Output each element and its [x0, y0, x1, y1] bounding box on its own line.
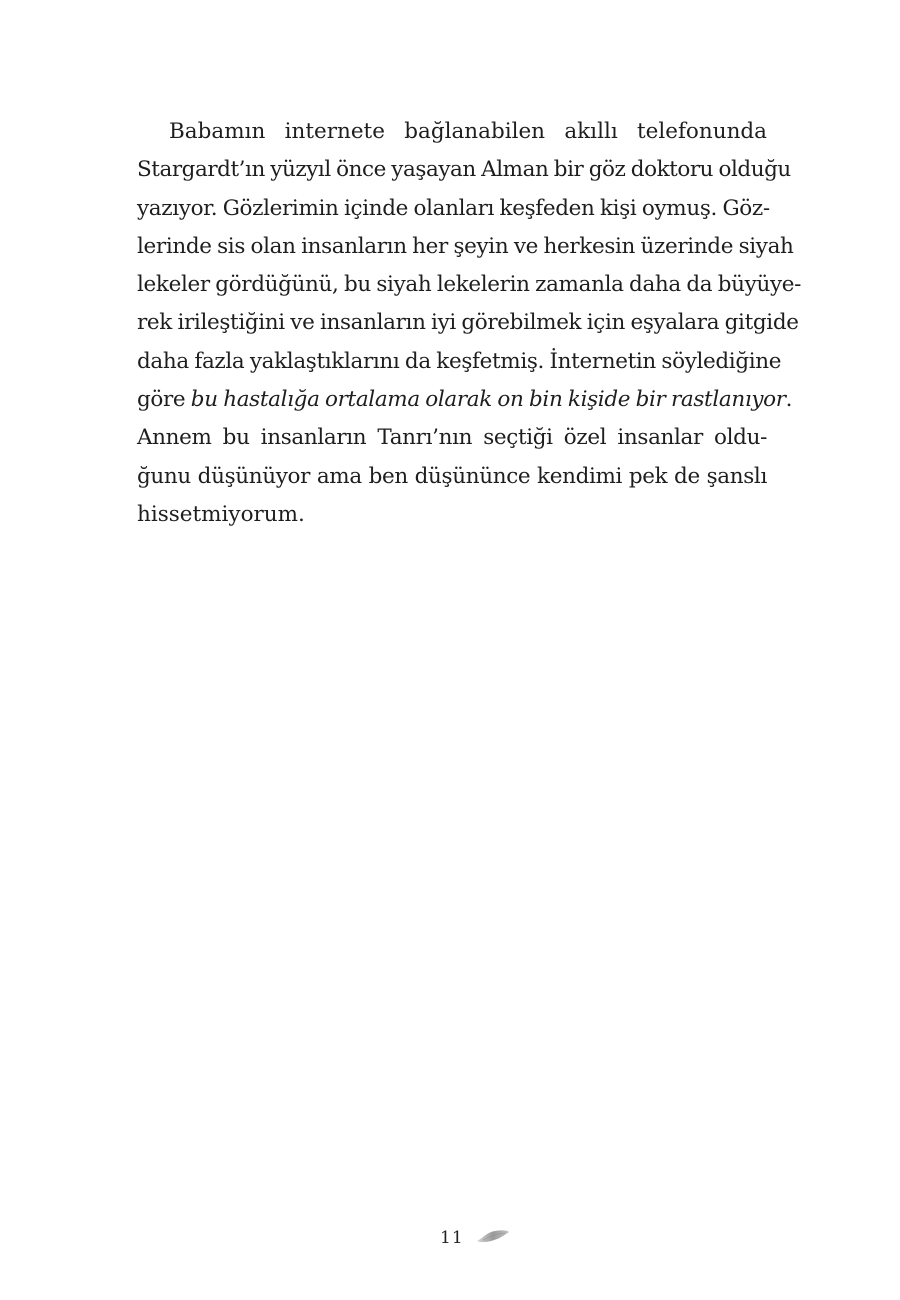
text-line: yazıyor. Gözlerimin içinde olanları keşfeden kişi oymuş. Göz- — [137, 195, 770, 221]
text-line-with-italic — [137, 381, 793, 419]
text-line: ğunu düşünüyor ama ben düşününce kendimi pek de şanslı — [137, 463, 767, 489]
text-fragment: . — [785, 387, 793, 413]
italic-quote: bu hastalığa ortalama olarak on bin kişide bir rastlanıyor — [190, 387, 786, 413]
text-line: Stargardt’ın yüzyıl önce yaşayan Alman bir göz doktoru olduğu — [137, 157, 791, 183]
text-line: Annem bu insanların Tanrı’nın seçtiği özel insanlar oldu- — [137, 425, 767, 451]
text-line: rek irileştiğini ve insanların iyi görebilmek için eşyalara gitgide — [137, 310, 799, 336]
text-line: daha fazla yaklaştıklarını da keşfetmiş. İnternetin söylediğine — [137, 348, 782, 374]
text-line: hissetmiyorum. — [137, 501, 305, 527]
text-line: lekeler gördüğünü, bu siyah lekelerin zamanla daha da büyüye- — [137, 272, 802, 298]
text-fragment: göre — [137, 387, 191, 413]
page-number: 11 — [440, 1228, 464, 1248]
body-paragraph — [137, 113, 802, 534]
text-line: lerinde sis olan insanların her şeyin ve herkesin üzerinde siyah — [137, 233, 794, 259]
text-line: Babamın internete bağlanabilen akıllı telefonunda — [169, 119, 767, 144]
brush-stroke-icon — [475, 1228, 511, 1244]
